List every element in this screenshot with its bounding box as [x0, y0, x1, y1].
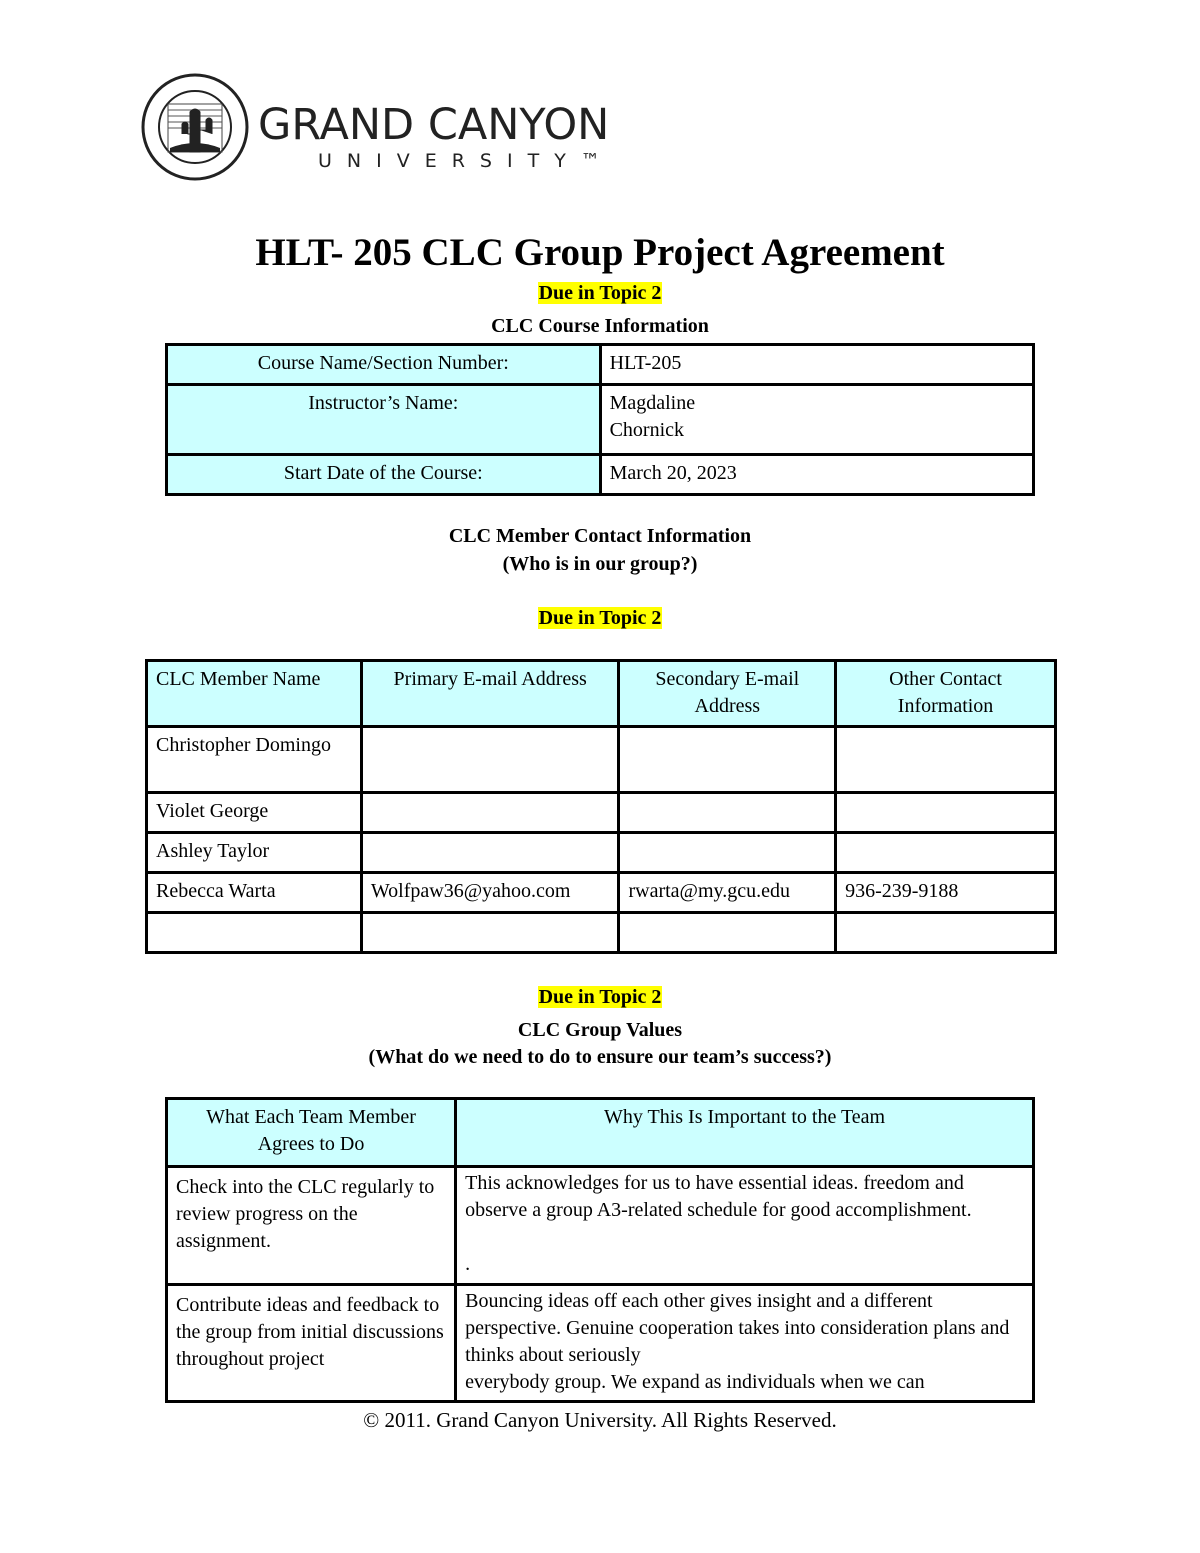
member-name-cell: Rebecca Warta	[147, 873, 362, 913]
column-header: Secondary E-mail Address	[619, 661, 836, 727]
primary-email-cell	[361, 727, 619, 793]
member-name-cell: Violet George	[147, 793, 362, 833]
primary-email-cell	[361, 913, 619, 953]
logo-name-line1: GRAND CANYON	[258, 100, 610, 150]
table-row	[147, 793, 1056, 833]
member-subheading: (Who is in our group?)	[502, 553, 698, 575]
due-label-3	[0, 986, 1200, 1009]
member-name-cell: Ashley Taylor	[147, 833, 362, 873]
group-values-table	[165, 1097, 1035, 1403]
secondary-email-cell	[619, 913, 836, 953]
other-contact-cell: 936-239-9188	[836, 873, 1056, 913]
due-highlight: Due in Topic 2	[538, 986, 662, 1008]
importance-cell: This acknowledges for us to have essential ideas. freedom and observe a group A3-related schedule for good accomplishment. .	[456, 1167, 1034, 1285]
course-info-heading: CLC Course Information	[491, 315, 709, 337]
table-header-row	[147, 661, 1056, 727]
column-header: Other Contact Information	[836, 661, 1056, 727]
table-row	[167, 455, 1034, 495]
importance-cell: Bouncing ideas off each other gives insight and a different perspective. Genuine cooperation takes into consideration plans and thinks about seriously everybody group. We expand as individuals when we can	[456, 1285, 1034, 1402]
due-label-1	[0, 282, 1200, 305]
agreement-cell: Contribute ideas and feedback to the group from initial discussions throughout project	[167, 1285, 456, 1402]
member-contact-table	[145, 659, 1057, 954]
column-header: CLC Member Name	[147, 661, 362, 727]
primary-email-cell: Wolfpaw36@yahoo.com	[361, 873, 619, 913]
other-contact-cell	[836, 727, 1056, 793]
agreement-cell: Check into the CLC regularly to review progress on the assignment.	[167, 1167, 456, 1285]
table-header-row	[167, 1099, 1034, 1167]
course-value-cell: HLT-205	[600, 345, 1033, 385]
due-highlight: Due in Topic 2	[538, 282, 662, 304]
other-contact-cell	[836, 913, 1056, 953]
values-subheading: (What do we need to do to ensure our team’s success?)	[368, 1046, 832, 1068]
values-heading: CLC Group Values	[517, 1019, 683, 1041]
member-name-cell: Christopher Domingo	[147, 727, 362, 793]
member-name-cell	[147, 913, 362, 953]
other-contact-cell	[836, 833, 1056, 873]
table-row	[147, 833, 1056, 873]
start-date-label-cell: Start Date of the Course:	[167, 455, 601, 495]
table-row	[167, 1167, 1034, 1285]
table-row	[167, 345, 1034, 385]
due-label-2	[0, 607, 1200, 630]
member-heading: CLC Member Contact Information	[448, 525, 752, 547]
page-title: HLT- 205 CLC Group Project Agreement	[255, 231, 945, 274]
university-logo	[140, 72, 620, 182]
secondary-email-cell: rwarta@my.gcu.edu	[619, 873, 836, 913]
table-row	[167, 1285, 1034, 1402]
table-row	[147, 873, 1056, 913]
copyright-footer: © 2011. Grand Canyon University. All Rights Reserved.	[363, 1408, 837, 1432]
due-highlight: Due in Topic 2	[538, 607, 662, 629]
primary-email-cell	[361, 793, 619, 833]
other-contact-cell	[836, 793, 1056, 833]
instructor-label-cell: Instructor’s Name:	[167, 385, 601, 455]
table-row	[167, 385, 1034, 455]
secondary-email-cell	[619, 833, 836, 873]
table-row	[147, 913, 1056, 953]
logo-name-line2: UNIVERSITY™	[318, 150, 615, 172]
primary-email-cell	[361, 833, 619, 873]
column-header: What Each Team Member Agrees to Do	[167, 1099, 456, 1167]
secondary-email-cell	[619, 793, 836, 833]
start-date-value-cell: March 20, 2023	[600, 455, 1033, 495]
university-seal-icon	[140, 72, 250, 182]
instructor-value-cell: Magdaline Chornick	[600, 385, 1033, 455]
column-header: Why This Is Important to the Team	[456, 1099, 1034, 1167]
column-header: Primary E-mail Address	[361, 661, 619, 727]
secondary-email-cell	[619, 727, 836, 793]
course-label-cell: Course Name/Section Number:	[167, 345, 601, 385]
table-row	[147, 727, 1056, 793]
course-info-table	[165, 343, 1035, 496]
